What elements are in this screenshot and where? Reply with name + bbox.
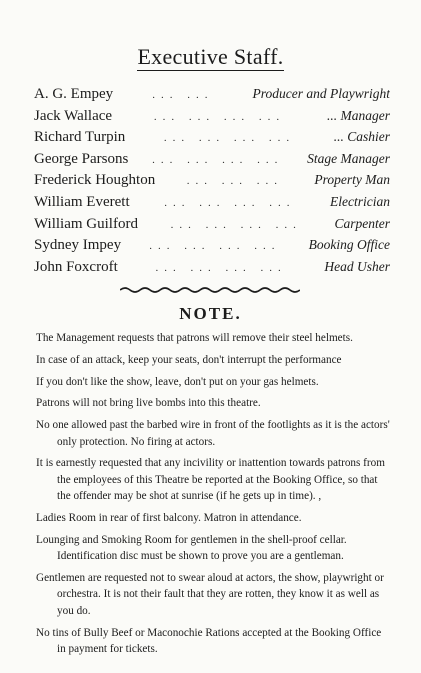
staff-row	[34, 129, 390, 151]
note-item: Patrons will not bring live bombs into this theatre.	[36, 397, 261, 410]
staff-row	[34, 216, 390, 238]
leader-dots: ... ... ... ...	[155, 261, 287, 274]
staff-list	[34, 86, 390, 280]
staff-role: Carpenter	[334, 215, 390, 231]
note-item: No tins of Bully Beef or Maconochie Rations accepted at the Booking Office in payment for tickets.	[36, 626, 382, 656]
page-title: Executive Staff.	[137, 44, 284, 69]
notes-list	[36, 330, 392, 663]
leader-dots: ... ...	[152, 89, 214, 101]
note-item: Gentlemen are requested not to swear aloud at actors, the show, playwright or orchestra. It is not their fault that they are rotten, they know it as well as you do.	[36, 572, 384, 617]
staff-name: John Foxcroft	[34, 258, 118, 275]
note-item: In case of an attack, keep your seats, don't interrupt the performance	[36, 353, 342, 366]
staff-row	[34, 86, 390, 108]
note-item: No one allowed past the barbed wire in front of the footlights as it is the actors' only protection. No firing at actors.	[36, 419, 390, 448]
wavy-divider	[120, 286, 300, 294]
note-item: If you don't like the show, leave, don't put on your gas helmets.	[36, 375, 319, 388]
staff-role: Electrician	[330, 193, 390, 209]
leader-dots: ... ... ... ...	[149, 240, 281, 253]
staff-row	[34, 108, 390, 130]
staff-name: William Everett	[34, 193, 130, 210]
staff-name: A. G. Empey	[34, 86, 114, 102]
staff-role: Producer and Playwright	[252, 86, 390, 101]
staff-name: William Guilford	[34, 215, 138, 232]
leader-dots: ... ... ... ...	[164, 196, 296, 209]
staff-name: Sydney Impey	[34, 237, 122, 254]
note-item: The Management requests that patrons will remove their steel helmets.	[36, 332, 353, 344]
staff-role: Property Man	[314, 172, 390, 188]
staff-name: George Parsons	[34, 150, 129, 167]
staff-row	[34, 172, 390, 194]
staff-role: ... Manager	[327, 107, 390, 123]
leader-dots: ... ... ...	[186, 175, 283, 188]
note-heading: NOTE.	[179, 304, 242, 323]
leader-dots: ... ... ... ...	[170, 218, 302, 231]
staff-role: Stage Manager	[307, 150, 390, 166]
note-item: Ladies Room in rear of first balcony. Matron in attendance.	[36, 512, 302, 524]
staff-row	[34, 151, 390, 173]
staff-name: Jack Wallace	[34, 107, 113, 124]
leader-dots: ... ... ... ...	[153, 110, 286, 123]
note-item: Lounging and Smoking Room for gentlemen in the shell-proof cellar. Identification disc must be shown to prove you are a gentleman.	[36, 533, 347, 563]
staff-row	[34, 194, 390, 216]
note-item: It is earnestly requested that any incivility or inattention towards patrons from the employees of this Theatre be reported at the Booking Office, so that the offender may be shot at sunrise (if he gets up in time). ,	[36, 457, 385, 503]
staff-row	[34, 259, 390, 281]
staff-role: ... Cashier	[333, 129, 390, 145]
staff-row	[34, 237, 390, 259]
staff-name: Richard Turpin	[34, 129, 126, 146]
staff-role: Booking Office	[308, 237, 390, 253]
leader-dots: ... ... ... ...	[152, 153, 284, 166]
staff-name: Frederick Houghton	[34, 172, 156, 189]
staff-role: Head Usher	[324, 258, 390, 274]
leader-dots: ... ... ... ...	[163, 132, 296, 145]
